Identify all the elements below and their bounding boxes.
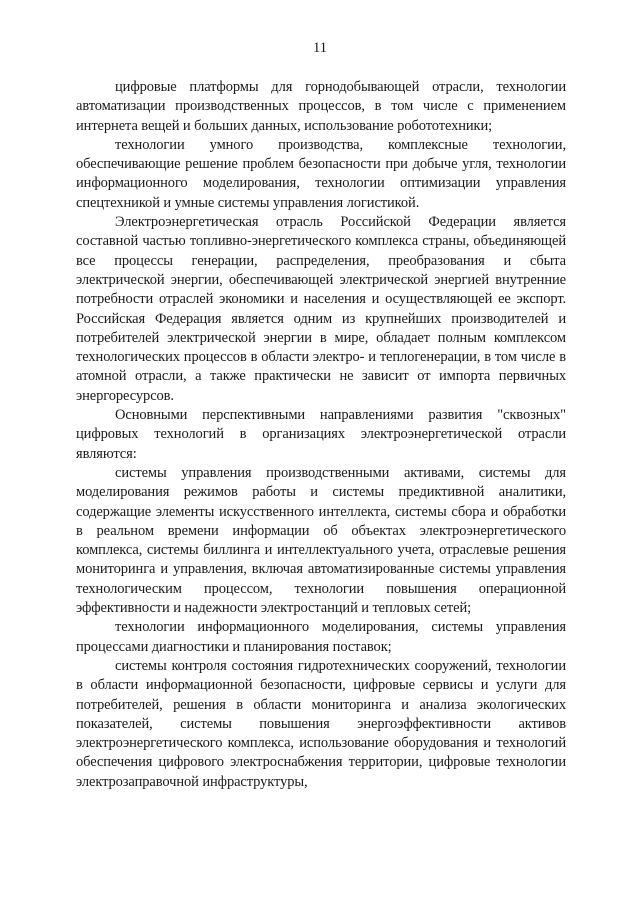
paragraph-asset-management: системы управления производственными активами, системы для моделирования режимов работы и системы предиктивной аналитики, содержащие элементы искусственного интеллекта, системы сбора и обработки в реальном времени информации об объектах электроэнергетического комплекса, системы биллинга и интеллектуального учета, отраслевые решения мониторинга и управления, включая автоматизированные системы управления технологическим процессом, технологии повышения операционной эффективности и надежности электростанций и тепловых сетей; bbox=[76, 464, 566, 617]
paragraph-smart-production: технологии умного производства, комплексные технологии, обеспечивающие решение проблем безопасности при добыче угля, технологии информационного моделирования, технологии оптимизации управления спецтехникой и умные системы управления логистикой. bbox=[76, 136, 566, 211]
paragraph-mining-platforms: цифровые платформы для горнодобывающей отрасли, технологии автоматизации производственных процессов, в том числе с применением интернета вещей и больших данных, использование робототехники; bbox=[76, 79, 566, 134]
paragraph-power-industry: Электроэнергетическая отрасль Российской Федерации является составной частью топливно-энергетического комплекса страны, объединяющей все процессы генерации, распределения, преобразования и сбыта электрической энергии, обеспечивающей электрической энергией внутренние потребности отраслей экономики и населения и осуществляющей ее экспорт. Российская Федерация является одним из крупнейших производителей и потребителей электрической энергии в мире, обладает полным комплексом технологических процессов в области электро- и теплогенерации, в том числе в атомной отрасли, а также практически не зависит от импорта первичных энергоресурсов. bbox=[76, 214, 566, 404]
paragraph-information-modeling: технологии информационного моделирования, системы управления процессами диагностики и планирования поставок; bbox=[76, 619, 566, 655]
page-number: 11 bbox=[313, 40, 327, 56]
paragraph-main-directions: Основными перспективными направлениями развития "сквозных" цифровых технологий в организациях электроэнергетической отрасли являются: bbox=[76, 407, 566, 462]
document-body bbox=[76, 78, 566, 792]
paragraph-hydro-monitoring: системы контроля состояния гидротехнических сооружений, технологии в области информационной безопасности, цифровые сервисы и услуги для потребителей, решения в области мониторинга и анализа экологических показателей, системы повышения энергоэффективности активов электроэнергетического комплекса, использование оборудования и технологий обеспечения цифрового электроснабжения территории, цифровые технологии электрозаправочной инфраструктуры, bbox=[76, 657, 566, 790]
